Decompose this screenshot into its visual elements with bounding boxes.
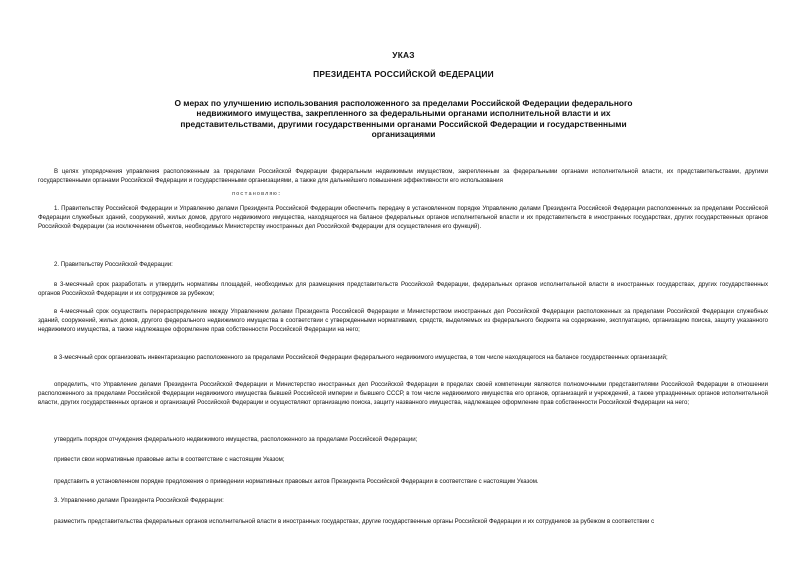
- paragraph-8: привести свои нормативные правовые акты в соответствие с настоящим Указом;: [54, 456, 285, 463]
- paragraph-9: представить в установленном порядке предложения о приведении нормативных правовых актов Президента Российской Федерации в соответствие с настоящим Указом.: [54, 478, 539, 485]
- paragraph-10: 3. Управлению делами Президента Российской Федерации:: [54, 497, 224, 504]
- paragraph-1: 1. Правительству Российской Федерации и Управлению делами Президента Российской Федерации обеспечить передачу в установленном порядке Управлению делами Президента Российской Федерации расположенных за пределами Российской Федерации служебных зданий, сооружений, жилых домов, другого недвижимого имущества, находящегося на балансе федеральных органов исполнительной власти и их представительств в иностранных государствах, других государственных органов Российской Федерации (за исключением объектов, необходимых Министерству иностранных дел Российской Федерации для осуществления его функций).: [38, 205, 768, 230]
- paragraph-4: в 4-месячный срок осуществить перераспределение между Управлением делами Президента Российской Федерации и Министерством иностранных дел Российской Федерации расположенных за пределами Российской Федерации служебных зданий, сооружений, жилых домов, другого федерального недвижимого имущества в соответствии с утвержденными нормативами, средств, выделяемых из федерального бюджета на содержание, эксплуатацию, организацию поиска, защиту указанного недвижимого имущества, а также надлежащее оформление прав собственности Российской Федерации на него;: [38, 308, 768, 333]
- paragraph-11: разместить представительства федеральных органов исполнительной власти в иностранных государствах, другие государственные органы Российской Федерации и их сотрудников за рубежом в соответствии с: [54, 518, 655, 525]
- paragraph-5: в 3-месячный срок организовать инвентаризацию расположенного за пределами Российской Федерации федерального недвижимого имущества, в том числе находящегося на балансе государственных организаций;: [54, 354, 668, 361]
- preamble-paragraph: В целях упорядочения управления расположенным за пределами Российской Федерации федеральным недвижимым имуществом, закрепленным за федеральными органами исполнительной власти, их представительствами, другими государственными органами Российской Федерации и государственными организациями, а также для дальнейшего повышения эффективности его использования: [38, 168, 768, 184]
- document-issuer: ПРЕЗИДЕНТА РОССИЙСКОЙ ФЕДЕРАЦИИ: [313, 69, 494, 79]
- document-title: УКАЗ: [392, 50, 415, 60]
- document-subject: О мерах по улучшению использования расположенного за пределами Российской Федерации федерального недвижимого имущества, закрепленного за федеральными органами исполнительной власти и их представительствами, другими государственными органами Российской Федерации и государственными организациями: [174, 98, 633, 139]
- decree-word: постановляю:: [232, 191, 282, 197]
- paragraph-7: утвердить порядок отчуждения федерального недвижимого имущества, расположенного за пределами Российской Федерации;: [54, 436, 418, 443]
- paragraph-6: определить, что Управление делами Президента Российской Федерации и Министерство иностранных дел Российской Федерации в пределах своей компетенции являются полномочными представителями Российской Федерации в отношении расположенного за пределами Российской Федерации недвижимого имущества бывшей Российской империи и бывшего СССР, в том числе недвижимого имущества его органов, организаций и учреждений, а также упраздненных органов исполнительной власти, других государственных органов и организаций Российской Федерации и осуществляют организацию поиска, защиту названного имущества, надлежащее оформление прав собственности Российской Федерации на него;: [38, 381, 768, 406]
- paragraph-3: в 3-месячный срок разработать и утвердить нормативы площадей, необходимых для размещения представительств Российской Федерации, федеральных органов исполнительной власти в иностранных государствах, других государственных органов Российской Федерации и их сотрудников за рубежом;: [38, 281, 768, 297]
- paragraph-2: 2. Правительству Российской Федерации:: [54, 261, 173, 268]
